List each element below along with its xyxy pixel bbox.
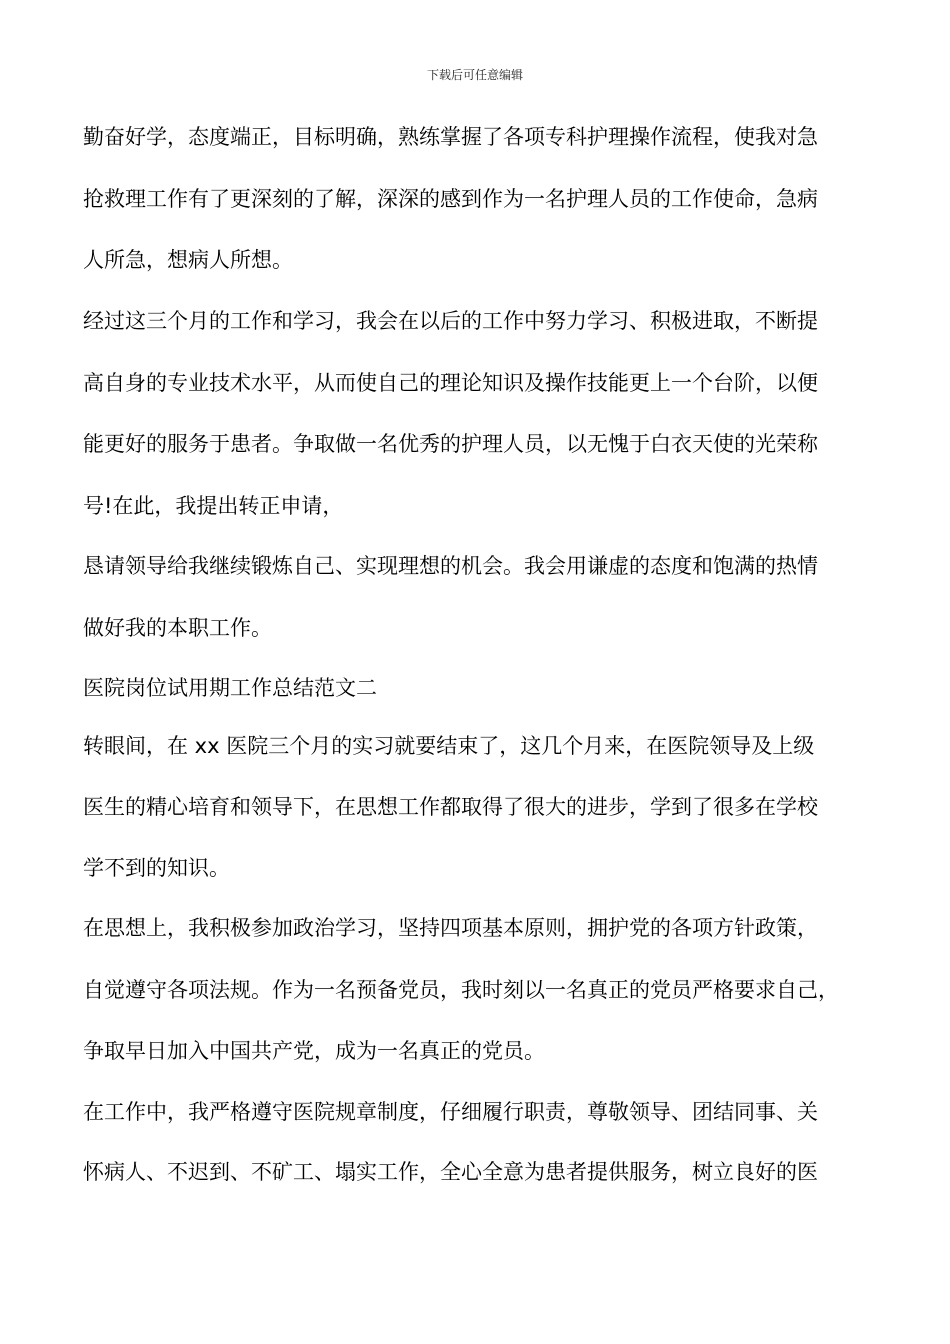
page-header: 下载后可任意编辑 bbox=[426, 68, 523, 82]
text-line: 能更好的服务于患者。争取做一名优秀的护理人员，以无愧于白衣天使的光荣称 bbox=[83, 432, 818, 456]
text-line: 经过这三个月的工作和学习，我会在以后的工作中努力学习、积极进取，不断提 bbox=[83, 309, 818, 333]
text-line: 自觉遵守各项法规。作为一名预备党员，我时刻以一名真正的党员严格要求自己， bbox=[83, 978, 839, 1002]
text-line: 勤奋好学，态度端正，目标明确，熟练掌握了各项专科护理操作流程，使我对急 bbox=[83, 125, 818, 149]
text-line: 人所急，想病人所想。 bbox=[83, 248, 293, 272]
text-line: 在思想上，我积极参加政治学习，坚持四项基本原则，拥护党的各项方针政策， bbox=[83, 916, 818, 940]
text-line: 恳请领导给我继续锻炼自己、实现理想的机会。我会用谦虚的态度和饱满的热情 bbox=[83, 554, 818, 578]
text-line: 做好我的本职工作。 bbox=[83, 616, 272, 640]
text-line: 高自身的专业技术水平，从而使自己的理论知识及操作技能更上一个台阶，以便 bbox=[83, 371, 818, 395]
text-line: 抢救理工作有了更深刻的了解，深深的感到作为一名护理人员的工作使命，急病 bbox=[83, 187, 818, 211]
text-line: 转眼间，在 xx 医院三个月的实习就要结束了，这几个月来，在医院领导及上级 bbox=[83, 734, 815, 758]
text-line: 怀病人、不迟到、不矿工、塌实工作，全心全意为患者提供服务，树立良好的医 bbox=[83, 1160, 818, 1184]
text-line: 号!在此，我提出转正申请， bbox=[83, 494, 344, 518]
text-line: 争取早日加入中国共产党，成为一名真正的党员。 bbox=[83, 1039, 545, 1063]
text-line: 在工作中，我严格遵守医院规章制度，仔细履行职责，尊敬领导、团结同事、关 bbox=[83, 1100, 818, 1124]
text-line: 学不到的知识。 bbox=[83, 856, 230, 880]
text-line: 医生的精心培育和领导下，在思想工作都取得了很大的进步，学到了很多在学校 bbox=[83, 795, 818, 819]
section-heading: 医院岗位试用期工作总结范文二 bbox=[83, 676, 377, 700]
